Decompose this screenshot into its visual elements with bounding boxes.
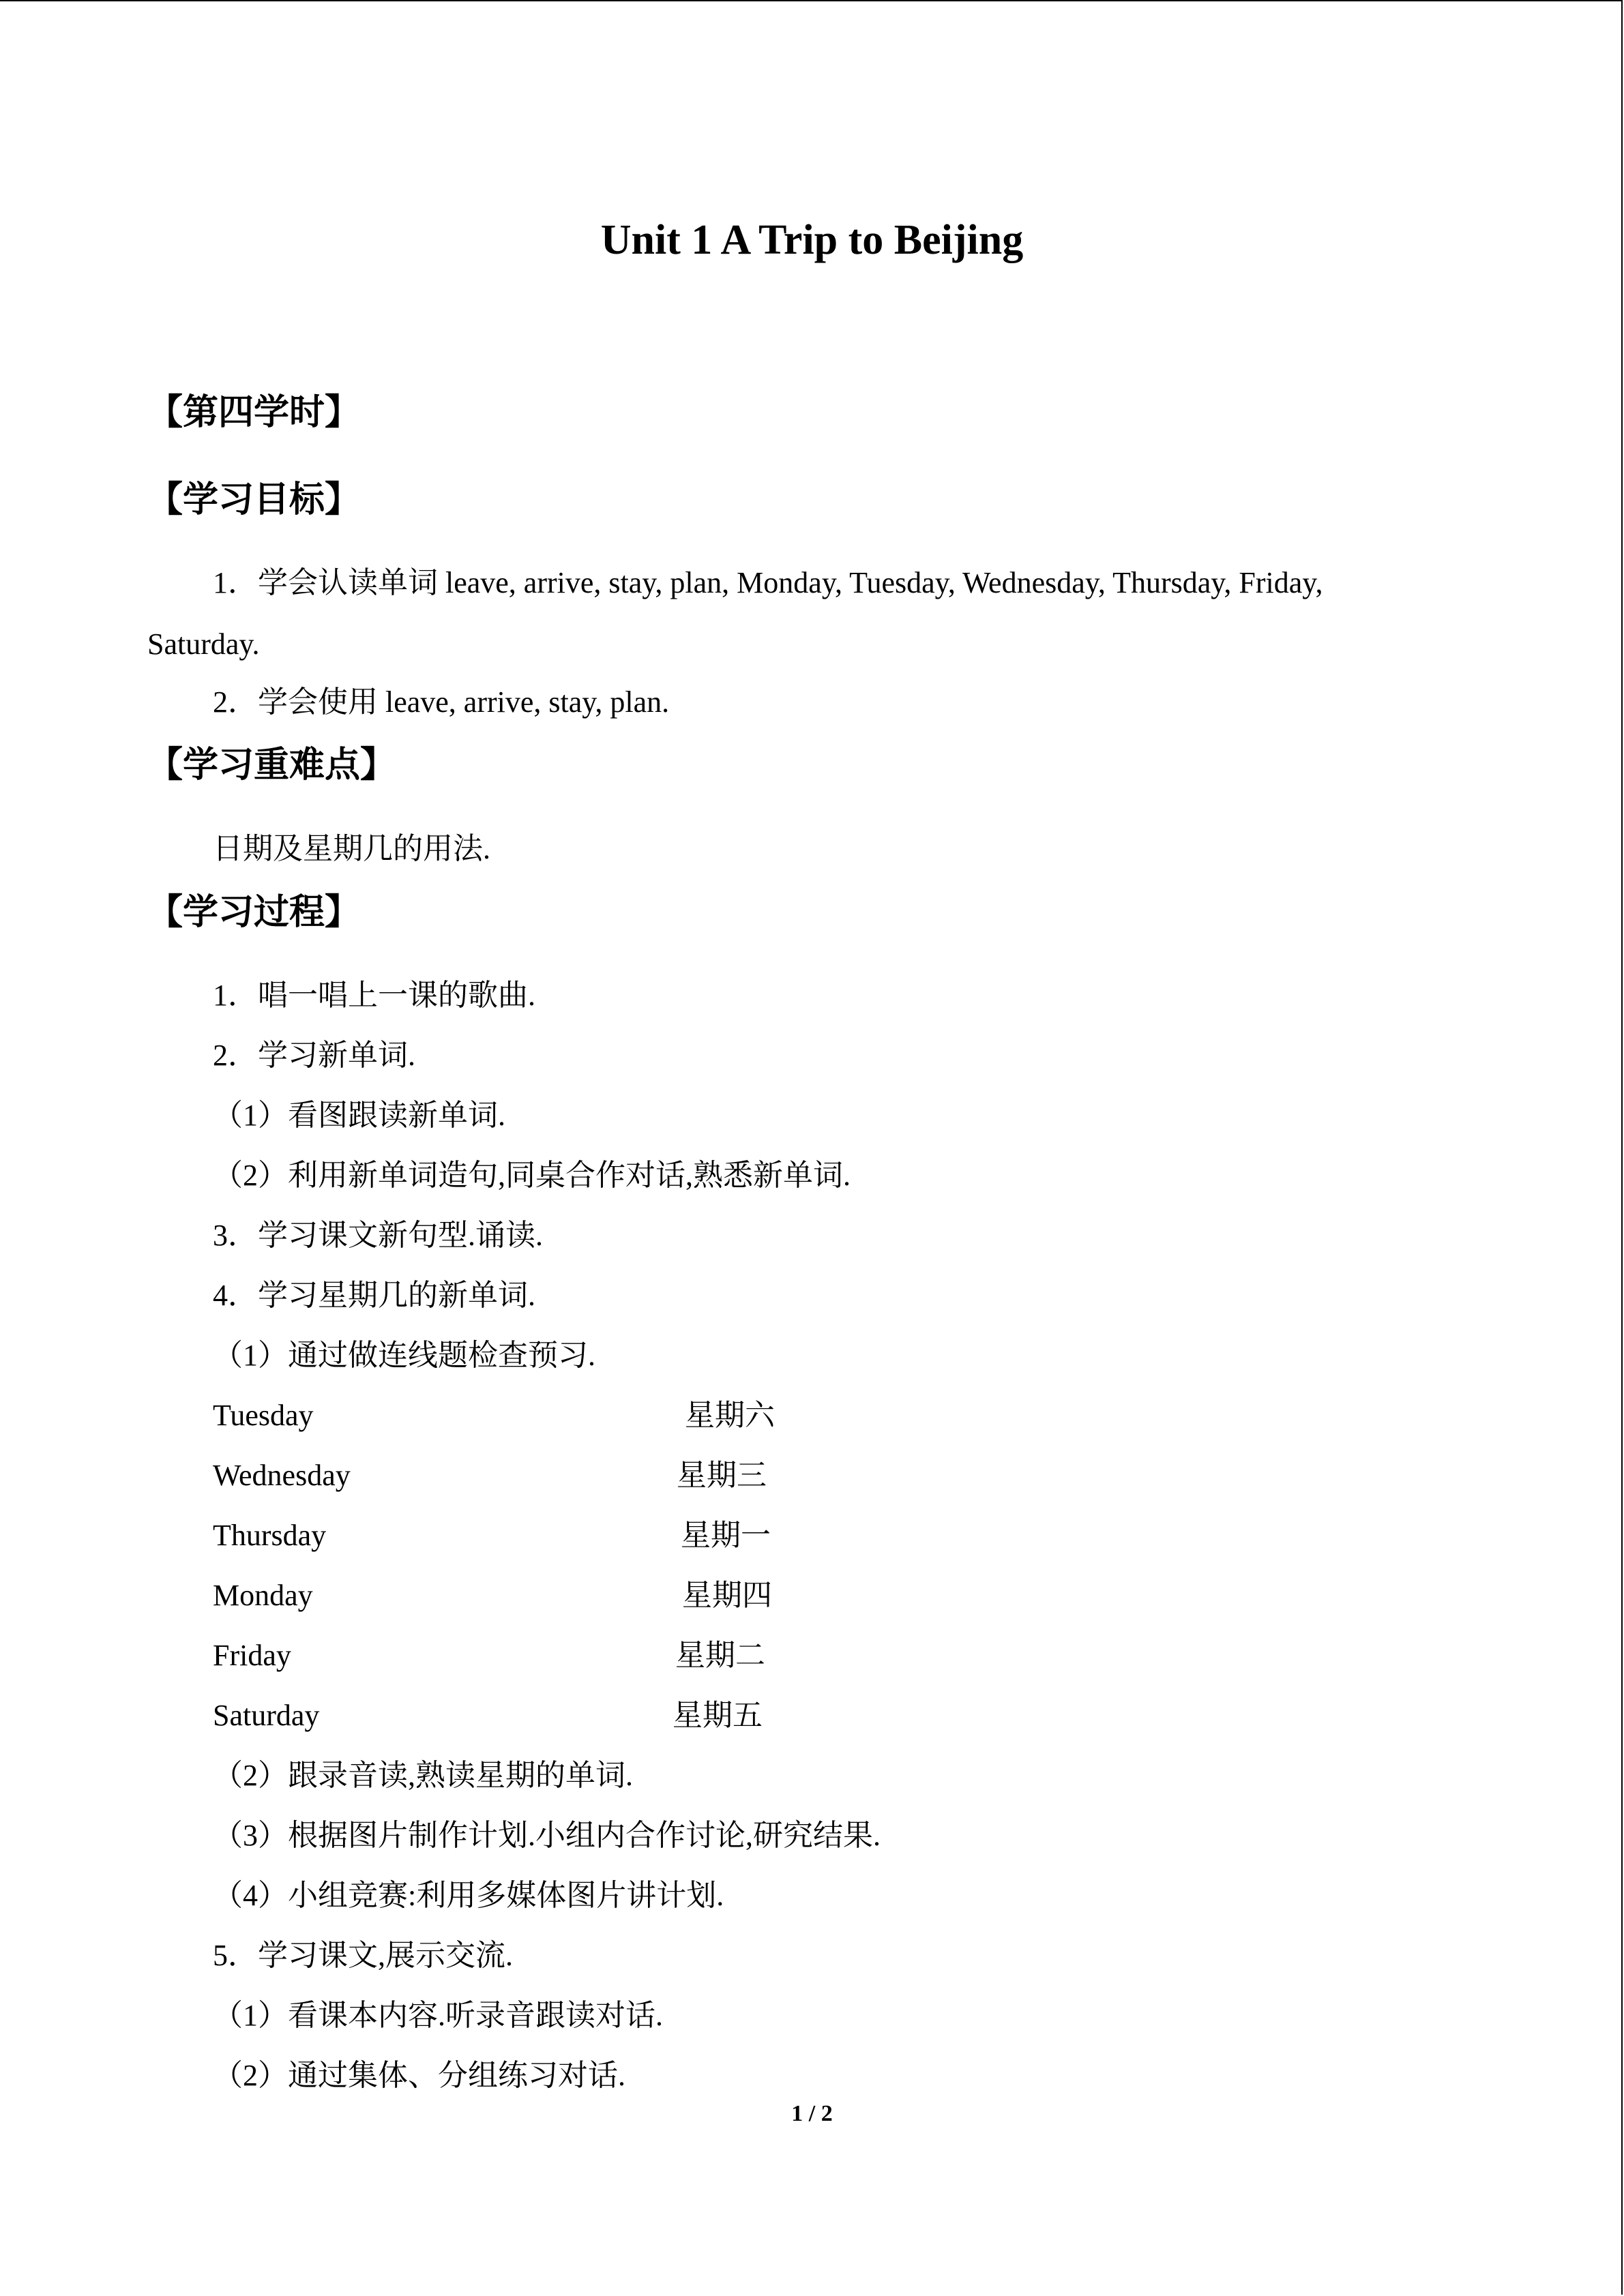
process-step-4: 4．学习星期几的新单词. xyxy=(213,1279,535,1312)
match-english-word: Saturday xyxy=(213,1699,320,1732)
objective-1-line-1: 1．学会认读单词 leave, arrive, stay, plan, Monday, Tuesday, Wednesday, Thursday, Friday, xyxy=(213,566,1323,599)
process-step-5: 5．学习课文,展示交流. xyxy=(213,1939,513,1972)
match-english-word: Tuesday xyxy=(213,1399,314,1432)
process-step-5-1: （1）看课本内容.听录音跟读对话. xyxy=(213,1999,663,2032)
process-step-5-2: （2）通过集体、分组练习对话. xyxy=(213,2059,625,2092)
match-chinese-word: 星期三 xyxy=(677,1459,767,1492)
process-heading: 【学习过程】 xyxy=(147,892,361,933)
process-step-4-2: （2）跟录音读,熟读星期的单词. xyxy=(213,1759,633,1792)
key-points-heading: 【学习重难点】 xyxy=(147,745,396,786)
objectives-heading: 【学习目标】 xyxy=(147,479,361,520)
process-step-2-2: （2）利用新单词造句,同桌合作对话,熟悉新单词. xyxy=(213,1159,851,1192)
period-heading: 【第四学时】 xyxy=(147,392,361,433)
match-chinese-word: 星期二 xyxy=(675,1639,765,1672)
objective-1-line-2: Saturday. xyxy=(147,627,260,661)
document-title: Unit 1 A Trip to Beijing xyxy=(600,217,1024,263)
process-step-1: 1．唱一唱上一课的歌曲. xyxy=(213,979,535,1012)
process-step-2-1: （1）看图跟读新单词. xyxy=(213,1099,505,1132)
match-english-word: Thursday xyxy=(213,1519,327,1552)
objective-2: 2．学会使用 leave, arrive, stay, plan. xyxy=(213,685,670,719)
process-step-4-1: （1）通过做连线题检查预习. xyxy=(213,1339,595,1372)
process-step-2: 2．学习新单词. xyxy=(213,1039,415,1072)
process-step-4-4: （4）小组竞赛:利用多媒体图片讲计划. xyxy=(213,1879,724,1912)
process-step-3: 3．学习课文新句型.诵读. xyxy=(213,1219,543,1252)
match-english-word: Monday xyxy=(213,1579,313,1612)
match-chinese-word: 星期四 xyxy=(682,1579,772,1612)
process-step-4-3: （3）根据图片制作计划.小组内合作讨论,研究结果. xyxy=(213,1819,881,1852)
page-number: 1 / 2 xyxy=(791,2101,833,2126)
match-chinese-word: 星期六 xyxy=(685,1399,775,1432)
match-chinese-word: 星期一 xyxy=(681,1519,771,1552)
match-english-word: Friday xyxy=(213,1639,291,1672)
match-chinese-word: 星期五 xyxy=(673,1699,763,1732)
match-english-word: Wednesday xyxy=(213,1459,351,1492)
key-points-text: 日期及星期几的用法. xyxy=(213,832,490,865)
